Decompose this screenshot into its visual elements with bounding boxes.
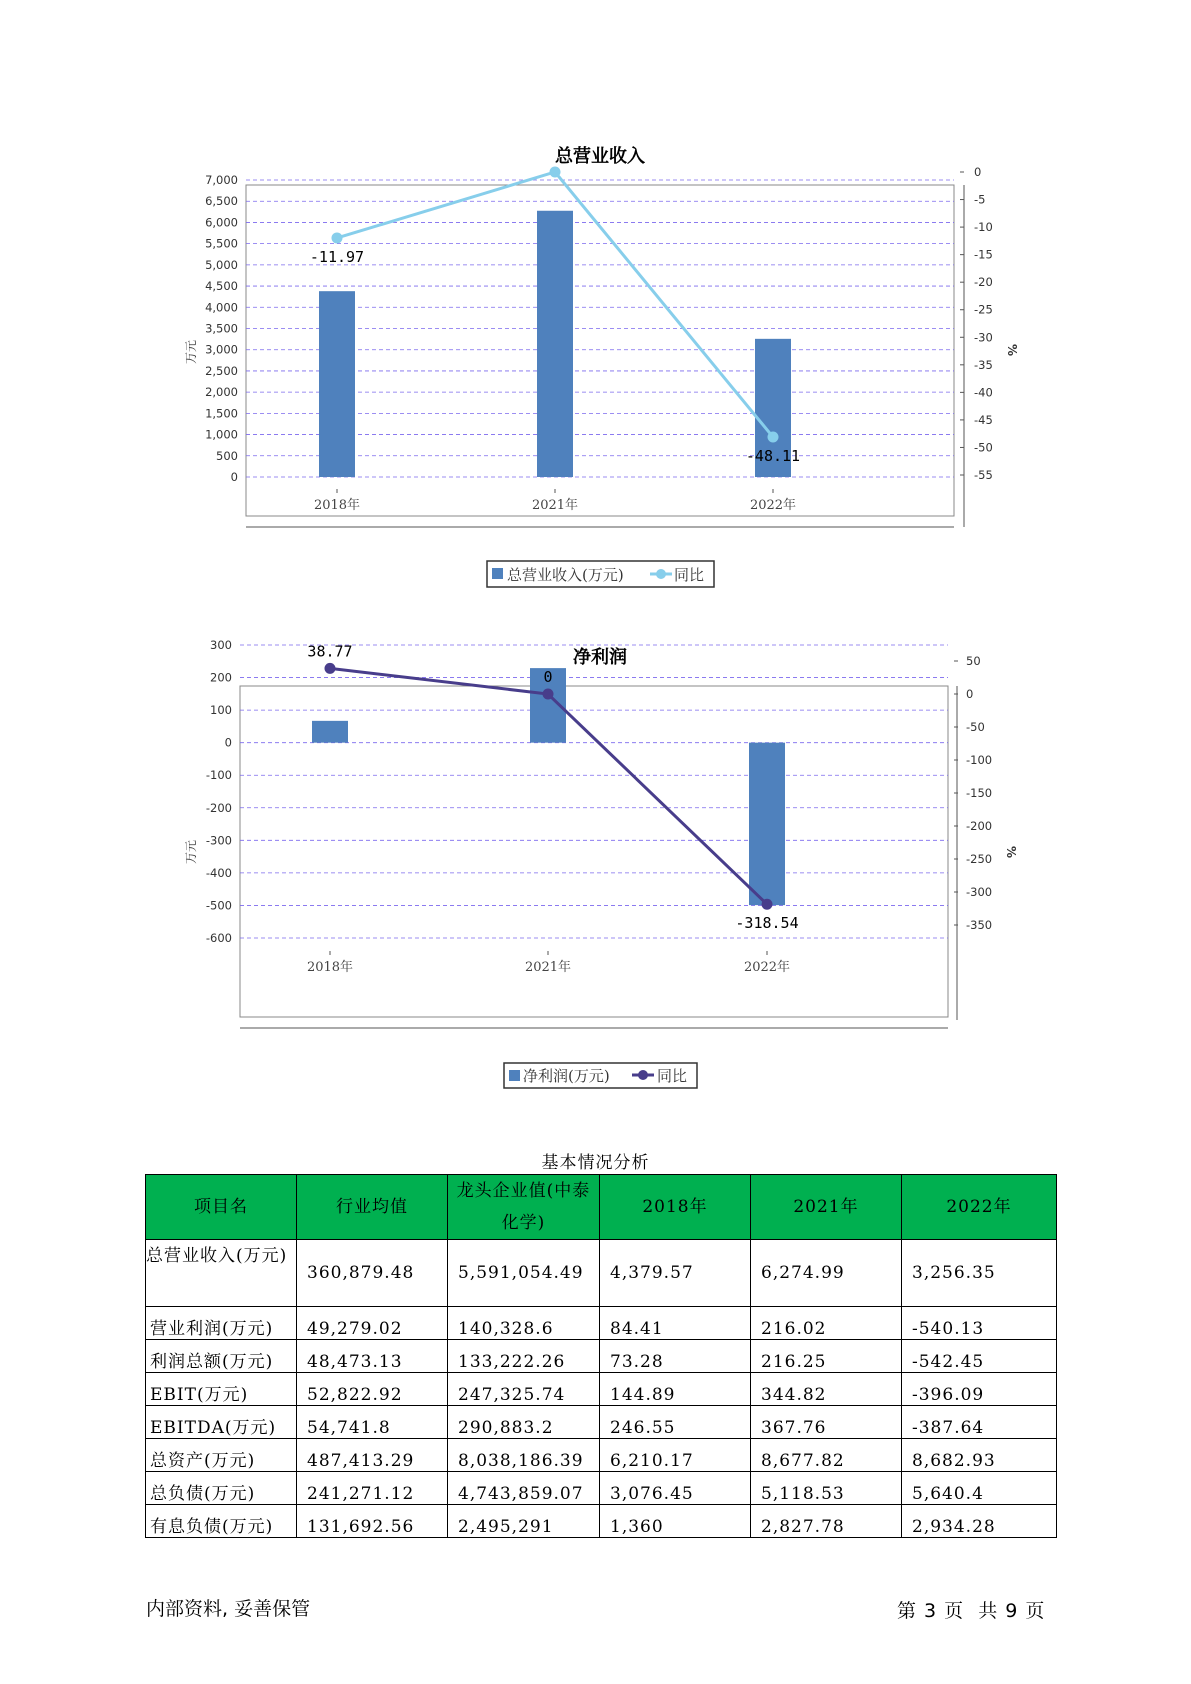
table-cell: 2,495,291 xyxy=(448,1505,600,1538)
table-cell: 73.28 xyxy=(600,1340,751,1373)
table-cell: 52,822.92 xyxy=(297,1373,448,1406)
table-cell: 8,038,186.39 xyxy=(448,1439,600,1472)
revenue-x-tick-label: 2021年 xyxy=(531,498,579,513)
table-header-cell: 行业均值 xyxy=(297,1175,448,1240)
table-cell: -387.64 xyxy=(902,1406,1057,1439)
revenue-y2label: % xyxy=(1005,343,1019,357)
table-cell: 8,682.93 xyxy=(902,1439,1057,1472)
table-cell: 5,591,054.49 xyxy=(448,1240,600,1307)
net-profit-y-tick-label: 200 xyxy=(210,670,232,685)
net-profit-y-tick-label: 300 xyxy=(210,638,232,652)
table-cell: 246.55 xyxy=(600,1406,751,1439)
table-cell: 290,883.2 xyxy=(448,1406,600,1439)
net-profit-y2-tick-label: 50 xyxy=(966,654,981,668)
revenue-y-tick-label: 0 xyxy=(230,470,238,484)
table-cell: 216.02 xyxy=(751,1307,902,1340)
table-cell: 140,328.6 xyxy=(448,1307,600,1340)
table-cell: -396.09 xyxy=(902,1373,1057,1406)
footer-confidential-note: 内部资料, 妥善保管 xyxy=(146,1598,311,1620)
table-header-cell: 2022年 xyxy=(902,1175,1057,1240)
table-cell: 216.25 xyxy=(751,1340,902,1373)
revenue-chart-title: 总营业收入 xyxy=(555,146,645,167)
revenue-y-tick-label: 4,000 xyxy=(205,300,238,315)
net-profit-ylabel: 万元 xyxy=(184,839,198,865)
revenue-y2-tick-label: -20 xyxy=(974,275,993,290)
table-row xyxy=(146,1472,1057,1505)
table-cell: 5,118.53 xyxy=(751,1472,902,1505)
revenue-yoy-data-label: -11.97 xyxy=(309,247,365,266)
table-cell: 344.82 xyxy=(751,1373,902,1406)
table-row xyxy=(146,1340,1057,1373)
table-row xyxy=(146,1373,1057,1406)
table-cell: 54,741.8 xyxy=(297,1406,448,1439)
table-row xyxy=(146,1240,1057,1307)
revenue-y-tick-label: 4,500 xyxy=(205,279,238,294)
net-profit-y-tick-label: -200 xyxy=(205,800,232,815)
revenue-y-tick-label: 6,000 xyxy=(205,215,238,230)
table-header-row xyxy=(146,1175,1057,1240)
table-cell: 营业利润(万元) xyxy=(146,1307,297,1340)
net-profit-bar xyxy=(749,743,785,905)
revenue-y-tick-label: 5,000 xyxy=(205,257,238,272)
net-profit-yoy-data-label: 0 xyxy=(543,668,553,686)
revenue-y-tick-label: 1,500 xyxy=(205,406,238,421)
table-cell: 5,640.4 xyxy=(902,1472,1057,1505)
table-cell: 总负债(万元) xyxy=(146,1472,297,1505)
table-cell: 6,210.17 xyxy=(600,1439,751,1472)
net-profit-legend xyxy=(504,1063,697,1088)
net-profit-y-tick-label: 0 xyxy=(224,735,232,750)
table-cell: 有息负债(万元) xyxy=(146,1505,297,1538)
table-cell: 133,222.26 xyxy=(448,1340,600,1373)
table-row xyxy=(146,1307,1057,1340)
net-profit-y-tick-label: -100 xyxy=(205,768,232,783)
net-profit-y-tick-label: -400 xyxy=(205,865,232,880)
table-header-cell: 项目名 xyxy=(146,1175,297,1240)
revenue-x-tick-label: 2022年 xyxy=(749,498,797,513)
table-cell: -540.13 xyxy=(902,1307,1057,1340)
table-header-cell: 龙头企业值(中泰化学) xyxy=(448,1175,600,1240)
net-profit-chart-title: 净利润 xyxy=(573,647,627,668)
revenue-y-tick-label: 6,500 xyxy=(205,194,238,209)
table-cell: 84.41 xyxy=(600,1307,751,1340)
net-profit-y2-tick-label: -50 xyxy=(966,720,985,734)
revenue-legend-line-label: 同比 xyxy=(674,566,705,584)
net-profit-y2-tick-label: -150 xyxy=(966,786,993,800)
table-cell: 3,076.45 xyxy=(600,1472,751,1505)
revenue-legend-bar-label: 总营业收入(万元) xyxy=(507,566,624,584)
revenue-y-tick-label: 2,500 xyxy=(205,363,238,378)
net-profit-y2-tick-label: -100 xyxy=(966,753,993,767)
net-profit-yoy-point xyxy=(543,689,554,700)
revenue-ylabel: 万元 xyxy=(184,339,198,365)
revenue-y-tick-label: 3,500 xyxy=(205,321,238,336)
revenue-y2-tick-label: -30 xyxy=(974,330,993,345)
revenue-y2-tick-label: -5 xyxy=(974,192,986,207)
revenue-y2-tick-label: 0 xyxy=(974,165,982,179)
table-cell: 2,827.78 xyxy=(751,1505,902,1538)
revenue-y-tick-label: 7,000 xyxy=(205,173,238,187)
table-cell: EBITDA(万元) xyxy=(146,1406,297,1439)
net-profit-yoy-point xyxy=(762,899,773,910)
revenue-y-tick-label: 3,000 xyxy=(205,342,238,357)
net-profit-y-tick-label: -300 xyxy=(205,833,232,848)
table-cell: 1,360 xyxy=(600,1505,751,1538)
net-profit-yoy-data-label: -318.54 xyxy=(735,914,799,933)
table-header-cell: 2018年 xyxy=(600,1175,751,1240)
net-profit-y-tick-label: 100 xyxy=(210,703,232,718)
net-profit-x-tick-label: 2021年 xyxy=(524,960,572,975)
table-cell: 6,274.99 xyxy=(751,1240,902,1307)
net-profit-y2-tick-label: -250 xyxy=(966,852,993,866)
table-cell: 总资产(万元) xyxy=(146,1439,297,1472)
table-cell: 4,743,859.07 xyxy=(448,1472,600,1505)
net-profit-y-tick-label: -500 xyxy=(205,898,232,913)
table-cell: 131,692.56 xyxy=(297,1505,448,1538)
revenue-y2-tick-label: -10 xyxy=(974,220,993,235)
table-row xyxy=(146,1406,1057,1439)
revenue-yoy-data-label: -48.11 xyxy=(745,447,801,466)
net-profit-y2-tick-label: -300 xyxy=(966,885,993,899)
revenue-y2-tick-label: -50 xyxy=(974,440,993,455)
table-cell: 48,473.13 xyxy=(297,1340,448,1373)
revenue-y2-tick-label: -45 xyxy=(974,412,993,427)
net-profit-legend-line-label: 同比 xyxy=(657,1067,688,1085)
revenue-y2-tick-label: -40 xyxy=(974,385,993,400)
revenue-y-tick-label: 2,000 xyxy=(205,385,238,400)
table-row xyxy=(146,1439,1057,1472)
table-cell: 3,256.35 xyxy=(902,1240,1057,1307)
table-cell: 487,413.29 xyxy=(297,1439,448,1472)
net-profit-y2-tick-label: -350 xyxy=(966,918,993,932)
table-cell: 360,879.48 xyxy=(297,1240,448,1307)
net-profit-bar xyxy=(312,721,348,743)
net-profit-legend-bar-label: 净利润(万元) xyxy=(523,1067,610,1085)
table-cell: 367.76 xyxy=(751,1406,902,1439)
revenue-y2-tick-label: -25 xyxy=(974,302,993,317)
revenue-x-tick-label: 2018年 xyxy=(313,498,361,513)
table-cell: 总营业收入(万元) xyxy=(146,1240,297,1307)
revenue-y2-tick-label: -15 xyxy=(974,247,993,262)
table-cell: EBIT(万元) xyxy=(146,1373,297,1406)
table-cell: 利润总额(万元) xyxy=(146,1340,297,1373)
basic-analysis-table xyxy=(145,1174,1057,1538)
table-cell: 241,271.12 xyxy=(297,1472,448,1505)
table-cell: 247,325.74 xyxy=(448,1373,600,1406)
net-profit-x-tick-label: 2022年 xyxy=(743,960,791,975)
net-profit-yoy-point xyxy=(325,663,336,674)
net-profit-y2-tick-label: -200 xyxy=(966,819,993,833)
revenue-y2-tick-label: -55 xyxy=(974,468,993,482)
table-cell: 49,279.02 xyxy=(297,1307,448,1340)
footer-page-number: 第 3 页 共 9 页 xyxy=(897,1600,1046,1622)
net-profit-yoy-data-label: 38.77 xyxy=(307,642,353,661)
table-cell: 2,934.28 xyxy=(902,1505,1057,1538)
table-header-cell: 2021年 xyxy=(751,1175,902,1240)
net-profit-x-tick-label: 2018年 xyxy=(306,960,354,975)
net-profit-y-tick-label: -600 xyxy=(205,931,232,945)
net-profit-y2label: % xyxy=(1004,845,1018,859)
revenue-y-tick-label: 5,500 xyxy=(205,236,238,251)
revenue-y2-tick-label: -35 xyxy=(974,357,993,372)
table-cell: 4,379.57 xyxy=(600,1240,751,1307)
table-cell: -542.45 xyxy=(902,1340,1057,1373)
net-profit-legend-bar-swatch xyxy=(509,1070,520,1081)
table-caption: 基本情况分析 xyxy=(541,1153,650,1173)
net-profit-y2-tick-label: 0 xyxy=(966,687,974,701)
table-cell: 144.89 xyxy=(600,1373,751,1406)
revenue-y-tick-label: 500 xyxy=(216,448,238,463)
net-profit-legend-line-marker xyxy=(638,1070,648,1080)
revenue-y-tick-label: 1,000 xyxy=(205,427,238,442)
table-row xyxy=(146,1505,1057,1538)
table-cell: 8,677.82 xyxy=(751,1439,902,1472)
